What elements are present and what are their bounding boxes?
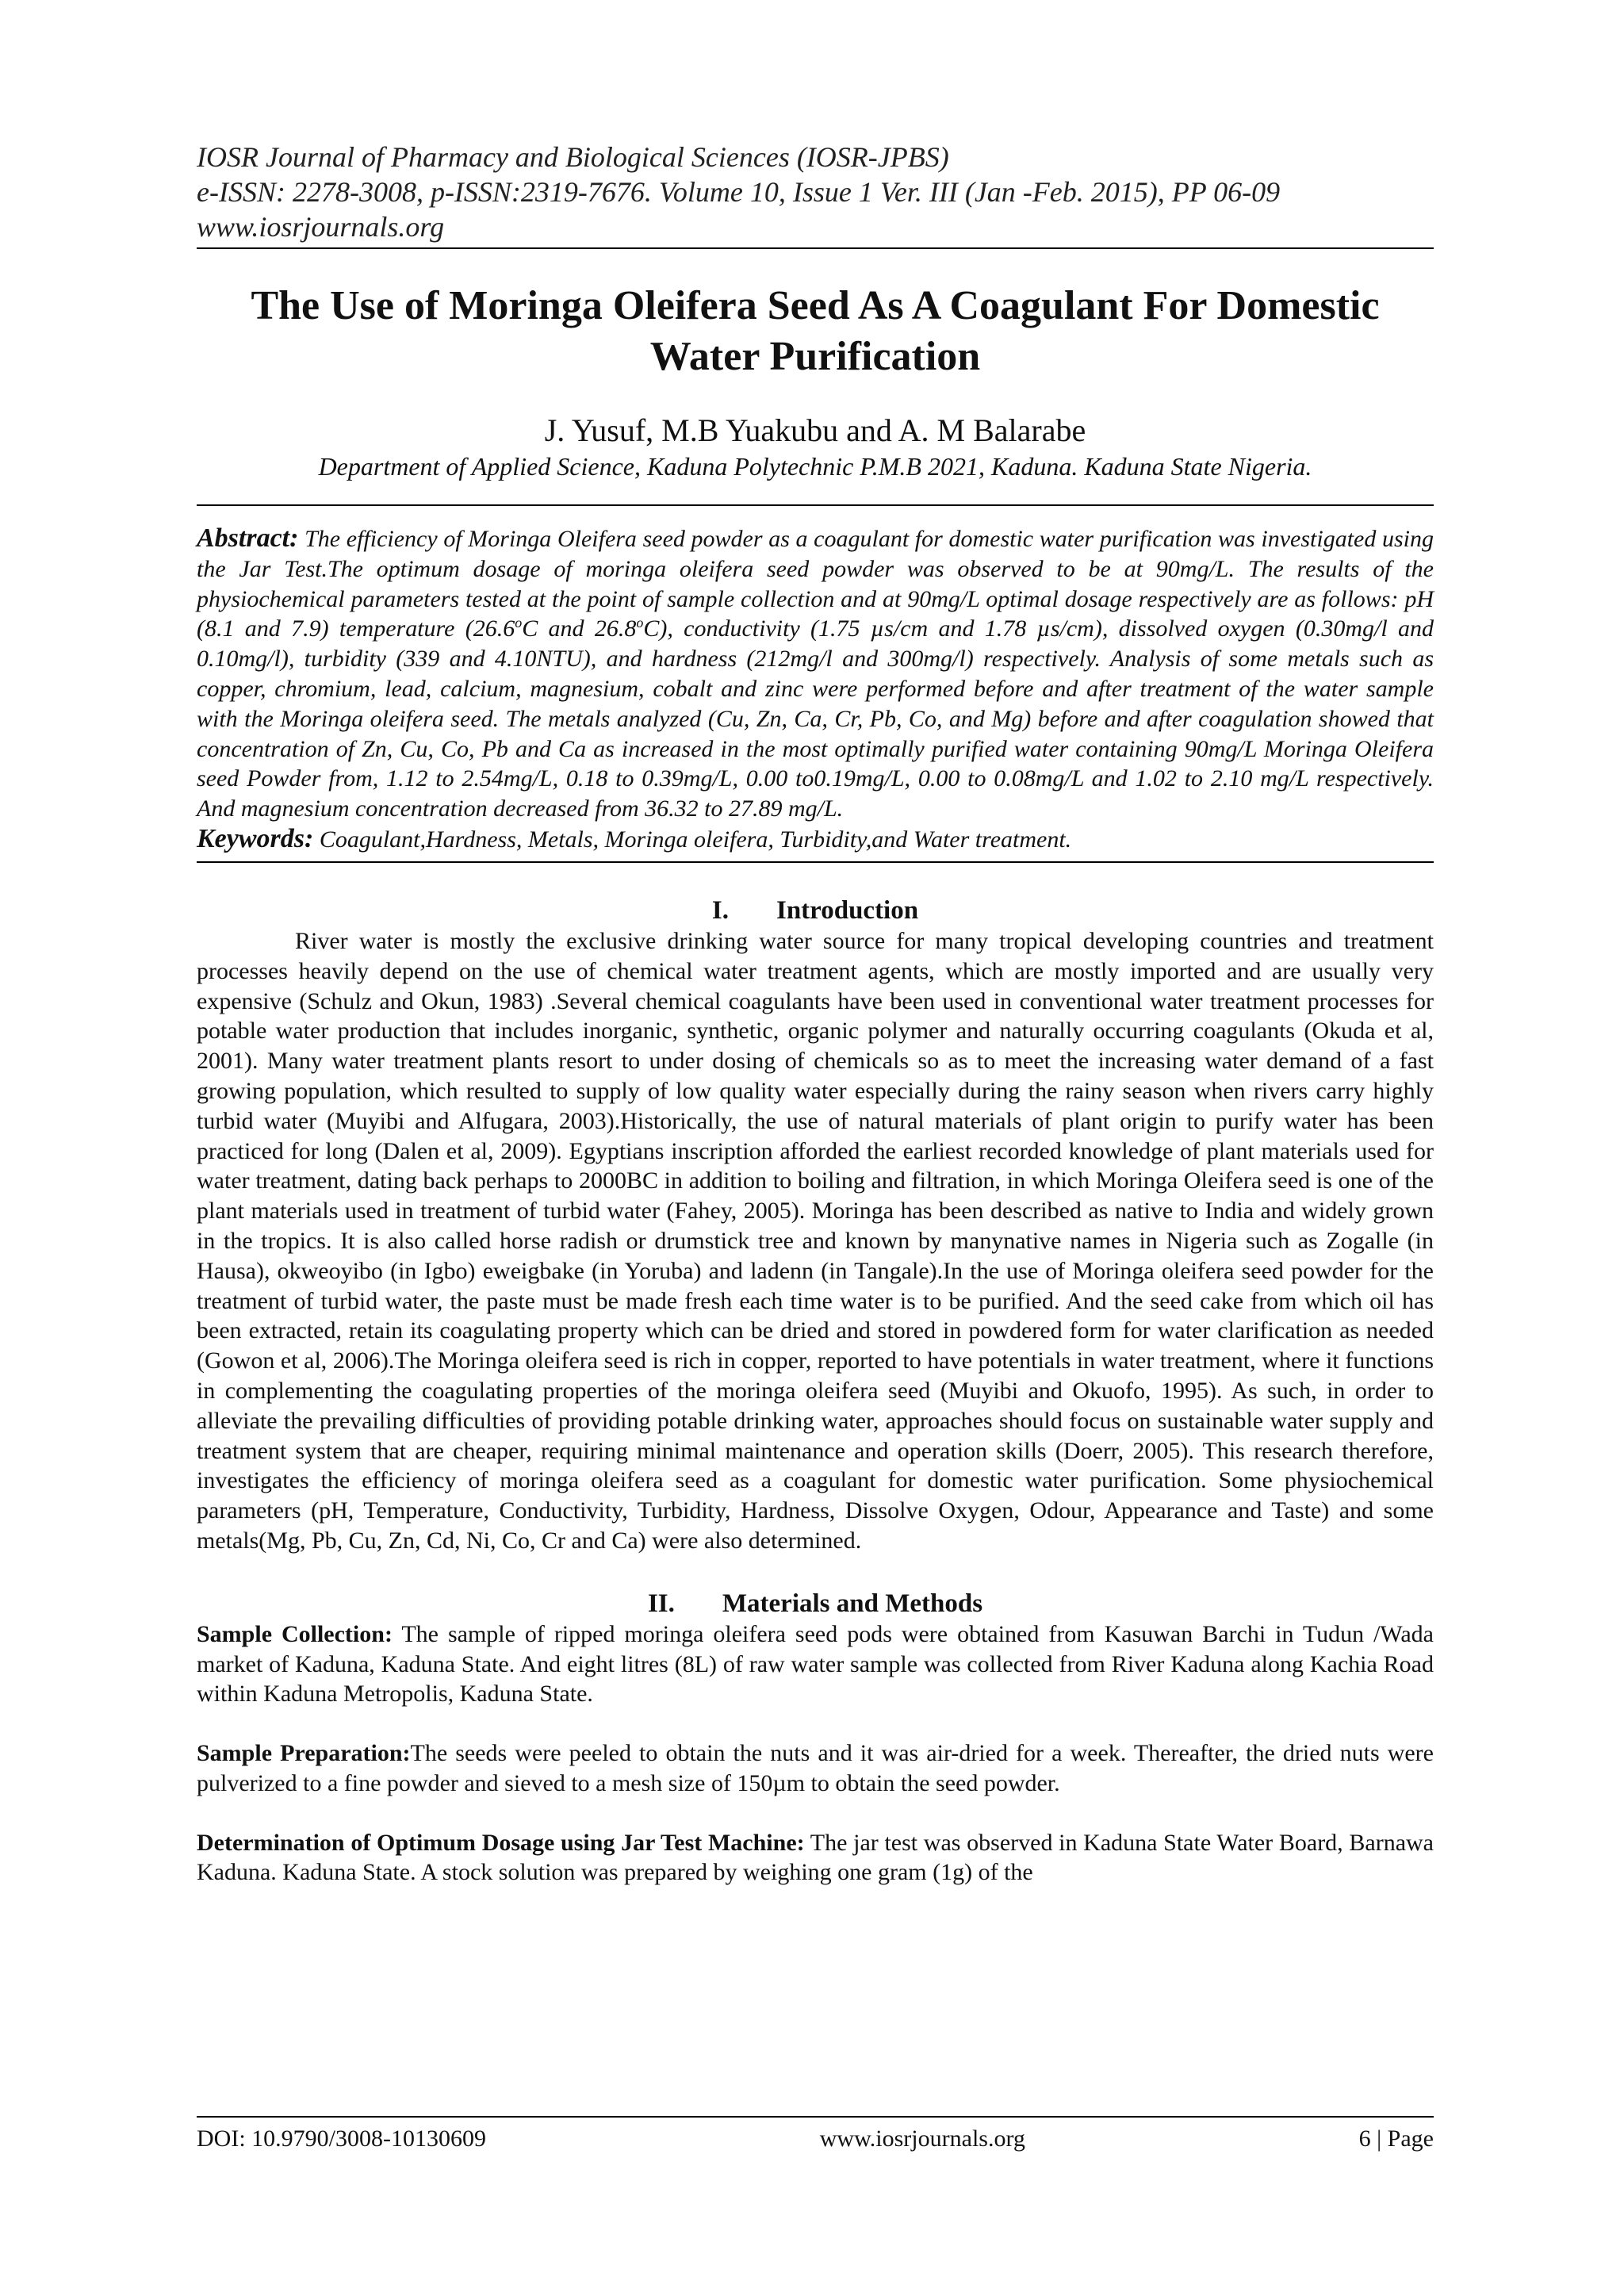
header-divider xyxy=(197,247,1434,249)
sample-collection-paragraph xyxy=(197,1619,1434,1709)
footer-page-number: 6 | Page xyxy=(1358,2125,1434,2152)
section-number: I. xyxy=(711,895,729,925)
footer-doi: DOI: 10.9790/3008-10130609 xyxy=(197,2125,486,2152)
journal-issn: e-ISSN: 2278-3008, p-ISSN:2319-7676. Volume 10, Issue 1 Ver. III (Jan -Feb. 2015), PP 06-09 xyxy=(197,176,1281,208)
abstract xyxy=(197,523,1434,824)
sample-preparation-text: The seeds were peeled to obtain the nuts and it was air-dried for a week. Thereafter, the dried nuts were pulverized to a fine powder and sieved to a mesh size of 150µm to obtain the seed powder. xyxy=(197,1740,1434,1796)
sample-preparation-label: Sample Preparation: xyxy=(197,1740,411,1767)
optimum-dosage-label: Determination of Optimum Dosage using Jar Test Machine: xyxy=(197,1829,805,1856)
footer-website: www.iosrjournals.org xyxy=(819,2125,1025,2152)
sample-preparation-paragraph xyxy=(197,1738,1434,1799)
section-title: Materials and Methods xyxy=(722,1589,983,1618)
page xyxy=(197,140,1434,1888)
optimum-dosage-paragraph xyxy=(197,1828,1434,1888)
paper-title: The Use of Moringa Oleifera Seed As A Coagulant For Domestic Water Purification xyxy=(251,283,1380,379)
section-heading-materials-methods xyxy=(197,1588,1434,1619)
journal-name: IOSR Journal of Pharmacy and Biological Sciences (IOSR-JPBS) xyxy=(197,141,949,173)
authors: J. Yusuf, M.B Yuakubu and A. M Balarabe xyxy=(544,412,1086,448)
journal-website: www.iosrjournals.org xyxy=(197,211,445,243)
keywords xyxy=(197,824,1434,855)
section-number: II. xyxy=(647,1589,675,1618)
affiliation: Department of Applied Science, Kaduna Polytechnic P.M.B 2021, Kaduna. Kaduna State Nigeria. xyxy=(318,452,1312,481)
abstract-top-divider xyxy=(197,504,1434,506)
abstract-label: Abstract: xyxy=(197,523,299,553)
abstract-text-1: The efficiency of Moringa Oleifera seed powder as a coagulant for domestic water purification was investigated using the Jar Test.The optimum dosage of moringa oleifera seed powder was observed to be at 90mg/L. The results of the physiochemical parameters tested at the point of sample collection and at 90mg/L optimal dosage respectively are as follows: pH (8.1 and 7.9) temperature (26.6 xyxy=(197,526,1434,642)
abstract-text-3: C), conductivity (1.75 µs/cm and 1.78 µs/cm), dissolved oxygen (0.30mg/l and 0.10mg/l), turbidity (339 and 4.10NTU), and hardness (212mg/l and 300mg/l) respectively. Analysis of some metals such as copper, chromium, lead, calcium, magnesium, cobalt and zinc were performed before and after treatment of the water sample with the Moringa oleifera seed. The metals analyzed (Cu, Zn, Ca, Cr, Pb, Co, and Mg) before and after coagulation showed that concentration of Zn, Cu, Co, Pb and Ca as increased in the most optimally purified water containing 90mg/L Moringa Oleifera seed Powder from, 1.12 to 2.54mg/L, 0.18 to 0.39mg/L, 0.00 to0.19mg/L, 0.00 to 0.08mg/L and 1.02 to 2.10 mg/L respectively. And magnesium concentration decreased from 36.32 to 27.89 mg/L. xyxy=(197,615,1434,822)
page-footer xyxy=(197,2116,1434,2154)
sample-collection-text: The sample of ripped moringa oleifera seed pods were obtained from Kasuwan Barchi in Tudun /Wada market of Kaduna, Kaduna State. And eight litres (8L) of raw water sample was collected from River Kaduna along Kachia Road within Kaduna Metropolis, Kaduna State. xyxy=(197,1620,1434,1708)
section-title: Introduction xyxy=(776,895,919,925)
optimum-dosage-text: The jar test was observed in Kaduna State Water Board, Barnawa Kaduna. Kaduna State. A stock solution was prepared by weighing one gram (1g) of the xyxy=(197,1829,1434,1886)
degree-sup-1: o xyxy=(515,615,523,631)
keywords-text: Coagulant,Hardness, Metals, Moringa oleifera, Turbidity,and Water treatment. xyxy=(319,826,1072,853)
journal-header xyxy=(197,140,1434,244)
introduction-paragraph: River water is mostly the exclusive drinking water source for many tropical developing countries and treatment processes heavily depend on the use of chemical water treatment agents, which are mostly imported and are usually very expensive (Schulz and Okun, 1983) .Several chemical coagulants have been used in conventional water treatment processes for potable water production that includes inorganic, synthetic, organic polymer and naturally occurring coagulants (Okuda et al, 2001). Many water treatment plants resort to under dosing of chemicals so as to meet the increasing water demand of a fast growing population, which resulted to supply of low quality water especially during the rainy season when rivers carry highly turbid water (Muyibi and Alfugara, 2003).Historically, the use of natural materials of plant origin to purify water has been practiced for long (Dalen et al, 2009). Egyptians inscription afforded the earliest recorded knowledge of plant materials used for water treatment, dating back perhaps to 2000BC in addition to boiling and filtration, in which Moringa Oleifera seed is one of the plant materials used in treatment of turbid water (Fahey, 2005). Moringa has been described as native to India and widely grown in the tropics. It is also called horse radish or drumstick tree and known by manynative names in Nigeria such as Zogalle (in Hausa), okweoyibo (in Igbo) eweigbake (in Yoruba) and ladenn (in Tangale).In the use of Moringa oleifera seed powder for the treatment of turbid water, the paste must be made fresh each time water is to be purified. And the seed cake from which oil has been extracted, retain its coagulating property which can be dried and stored in powdered form for water clarification as needed (Gowon et al, 2006).The Moringa oleifera seed is rich in copper, reported to have potentials in water treatment, where it functions in complementing the coagulating properties of the moringa oleifera seed (Muyibi and Okuofo, 1995). As such, in order to alleviate the prevailing difficulties of providing potable drinking water, approaches should focus on sustainable water supply and treatment system that are cheaper, requiring minimal maintenance and operation skills (Doerr, 2005). This research therefore, investigates the efficiency of moringa oleifera seed as a coagulant for domestic water purification. Some physiochemical parameters (pH, Temperature, Conductivity, Turbidity, Hardness, Dissolve Oxygen, Odour, Appearance and Taste) and some metals(Mg, Pb, Cu, Zn, Cd, Ni, Co, Cr and Ca) were also determined. xyxy=(197,927,1434,1554)
abstract-bottom-divider xyxy=(197,861,1434,863)
sample-collection-label: Sample Collection: xyxy=(197,1620,393,1647)
section-heading-introduction xyxy=(197,895,1434,926)
abstract-text-2: C and 26.8 xyxy=(522,615,637,642)
keywords-label: Keywords: xyxy=(197,823,314,853)
degree-sup-2: o xyxy=(636,615,644,631)
